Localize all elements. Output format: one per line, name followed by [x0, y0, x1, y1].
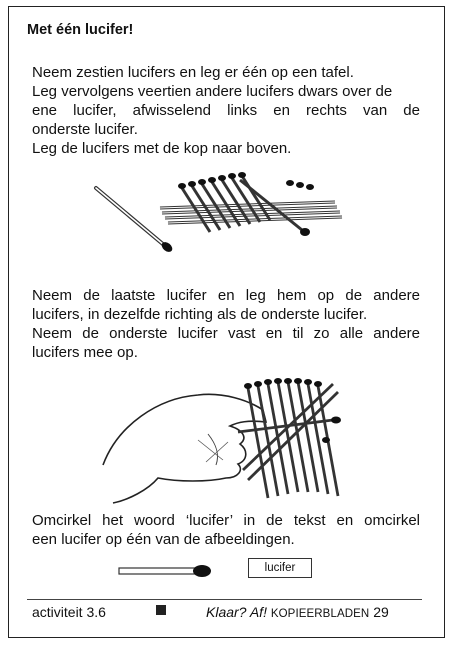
page-number: 29: [373, 604, 389, 620]
text-line: Neem de onderste lucifer vast en til zo alle andere: [32, 325, 420, 342]
instruction-paragraph-1: [32, 63, 420, 158]
hand-outline: [103, 394, 266, 503]
text-line: ene lucifer, afwisselend links en rechts van de: [32, 102, 420, 119]
text-line: lucifers, in dezelfde richting als de onderste lucifer.: [32, 306, 368, 323]
text-line: onderste lucifer.: [32, 121, 138, 138]
footer-divider: [27, 599, 422, 600]
lucifer-word-box: lucifer: [248, 558, 312, 578]
brand-subtitle: KOPIEERBLADEN: [270, 608, 370, 620]
text-line: Omcirkel het woord ‘lucifer’ in de tekst en omcirkel: [32, 512, 420, 529]
instruction-paragraph-2: [32, 286, 420, 362]
instruction-paragraph-3: [32, 511, 420, 549]
hand-lifting-matches-illustration: [98, 370, 358, 505]
brand-title: Klaar? Af!: [206, 604, 267, 620]
activity-label: activiteit 3.6: [32, 604, 106, 620]
match-head: [193, 565, 211, 577]
text-line: een lucifer op één van de afbeeldingen.: [32, 531, 295, 548]
text-line: lucifers mee op.: [32, 344, 138, 361]
match-stick: [119, 568, 197, 574]
text-line: Neem zestien lucifers en leg er één op een tafel.: [32, 64, 354, 81]
text-line: Neem de laatste lucifer en leg hem op de andere: [32, 287, 420, 304]
single-match-illustration: [118, 563, 213, 579]
worksheet-title: Met één lucifer!: [27, 22, 134, 38]
square-bullet-icon: [156, 605, 166, 615]
text-line: Leg vervolgens veertien andere lucifers dwars over de: [32, 83, 393, 100]
matches-arrangement-illustration: [90, 170, 360, 255]
text-line: Leg de lucifers met de kop naar boven.: [32, 140, 292, 157]
footer-brand: [206, 604, 389, 620]
